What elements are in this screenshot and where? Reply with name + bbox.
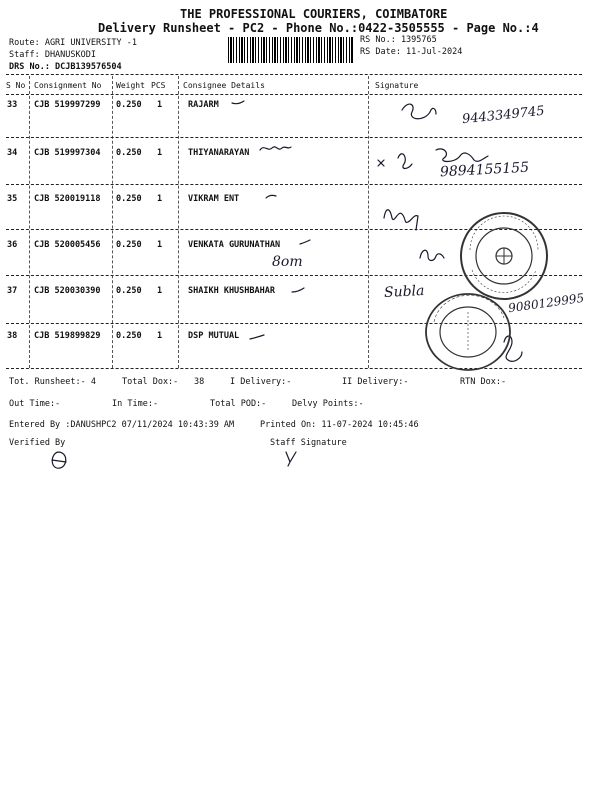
row-consignee: VIKRAM ENT — [188, 194, 240, 204]
signature-scrawl — [436, 149, 488, 162]
tick-mark — [292, 288, 304, 292]
handwritten-phone: 9894155155 — [439, 159, 530, 181]
row-sno: 38 — [7, 331, 18, 341]
row-weight: 0.250 — [116, 331, 142, 341]
printed-on: Printed On: 11-07-2024 10:45:46 — [260, 420, 419, 430]
staff-label: Staff: DHANUSKODI — [9, 50, 96, 60]
runsheet-title: Delivery Runsheet - PC2 - Phone No.:0422-3505555 - Page No.:4 — [98, 21, 539, 35]
col-header-weight: Weight — [116, 81, 145, 90]
row-sno: 37 — [7, 286, 18, 296]
col-header-pcs: PCS — [151, 81, 166, 90]
row-sno: 33 — [7, 100, 18, 110]
row-weight: 0.250 — [116, 240, 142, 250]
row-pcs: 1 — [157, 331, 163, 341]
bank-stamp — [458, 210, 550, 302]
row-sno: 35 — [7, 194, 18, 204]
row-consignee: RAJARM — [188, 100, 219, 110]
row-sno: 34 — [7, 148, 18, 158]
signature-scrawl — [260, 147, 291, 150]
staff-signature-mark — [286, 452, 296, 466]
row-consignment: CJB 520005456 — [34, 240, 101, 250]
rs-number: RS No.: 1395765 — [360, 35, 437, 45]
route-label: Route: AGRI UNIVERSITY -1 — [9, 38, 137, 48]
row-consignment: CJB 519899829 — [34, 331, 101, 341]
row-consignment: CJB 519997304 — [34, 148, 101, 158]
total-pod: Total POD:- — [210, 399, 267, 409]
delvy-points: Delvy Points:- — [292, 399, 364, 409]
row-pcs: 1 — [157, 286, 163, 296]
drs-number: DRS No.: DCJB139576504 — [9, 62, 122, 72]
tot-runsheet: Tot. Runsheet:- 4 — [9, 377, 96, 387]
row-pcs: 1 — [157, 240, 163, 250]
out-time: Out Time:- — [9, 399, 61, 409]
ii-delivery: II Delivery:- — [342, 377, 409, 387]
signature-scrawl — [384, 210, 418, 230]
verified-signature — [52, 452, 66, 468]
rs-date: RS Date: 11-Jul-2024 — [360, 47, 463, 57]
signature-scrawl — [420, 250, 444, 260]
tick-mark — [266, 195, 276, 198]
staff-signature-label: Staff Signature — [270, 438, 347, 448]
total-dox-label: Total Dox:- — [122, 377, 179, 387]
row-pcs: 1 — [157, 100, 163, 110]
signature-scrawl — [398, 154, 412, 169]
total-dox-value: 38 — [194, 377, 205, 387]
col-header-consignee: Consignee Details — [183, 81, 265, 90]
row-consignment: CJB 520019118 — [34, 194, 101, 204]
company-name: THE PROFESSIONAL COURIERS, COIMBATORE — [180, 7, 448, 21]
entered-by: Entered By :DANUSHPC2 07/11/2024 10:43:39 AM — [9, 420, 235, 430]
row-consignment: CJB 519997299 — [34, 100, 101, 110]
row-pcs: 1 — [157, 148, 163, 158]
i-delivery: I Delivery:- — [230, 377, 292, 387]
row-consignee: VENKATA GURUNATHAN — [188, 240, 281, 250]
row-consignee: DSP MUTUAL — [188, 331, 240, 341]
row-consignee: SHAIKH KHUSHBAHAR — [188, 286, 275, 296]
rtn-dox: RTN Dox:- — [460, 377, 507, 387]
row-weight: 0.250 — [116, 194, 142, 204]
in-time: In Time:- — [112, 399, 159, 409]
row-weight: 0.250 — [116, 148, 142, 158]
row-consignment: CJB 520030390 — [34, 286, 101, 296]
row-sno: 36 — [7, 240, 18, 250]
signature-scrawl — [402, 104, 436, 119]
row-consignee: THIYANARAYAN — [188, 148, 250, 158]
row-weight: 0.250 — [116, 100, 142, 110]
cross-mark — [378, 160, 384, 166]
dsp-stamp — [424, 292, 512, 372]
verified-by-label: Verified By — [9, 438, 66, 448]
handwritten-signature: Subla — [383, 282, 425, 302]
tick-mark — [250, 335, 264, 339]
row-pcs: 1 — [157, 194, 163, 204]
col-header-signature: Signature — [375, 81, 419, 90]
handwritten-phone: 9080129995 — [507, 290, 585, 316]
tick-mark — [300, 240, 310, 244]
col-header-sno: S No — [6, 81, 26, 90]
handwritten-phone: 9443349745 — [461, 103, 546, 128]
handwritten-note: 8om — [272, 254, 303, 270]
tick-mark — [232, 101, 244, 104]
col-header-consignment: Consignment No — [34, 81, 102, 90]
row-weight: 0.250 — [116, 286, 142, 296]
